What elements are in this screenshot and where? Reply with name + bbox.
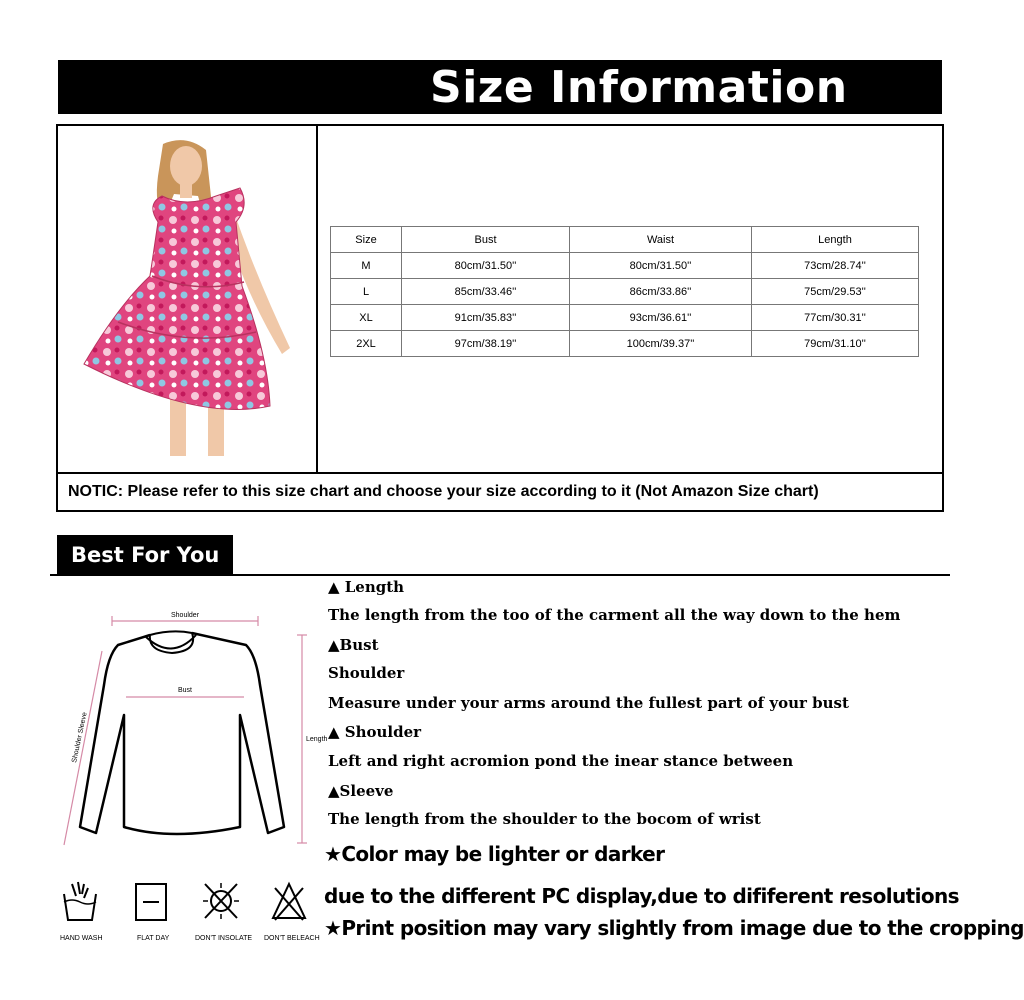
table-cell: XL <box>331 305 402 331</box>
table-header-cell: Size <box>331 227 402 253</box>
table-header-row <box>331 227 919 253</box>
sleeve-label: Shoulder Sleeve <box>71 711 89 764</box>
bust-description: Measure under your arms around the fullest part of your bust <box>328 694 849 712</box>
best-for-you-tab <box>57 535 233 575</box>
page-title: Size Information <box>430 62 848 113</box>
best-for-you-title: Best For You <box>71 543 220 567</box>
sleeve-description: The length from the shoulder to the bocom of wrist <box>328 810 761 828</box>
table-cell: 86cm/33.86'' <box>570 279 752 305</box>
product-photo <box>58 126 316 472</box>
shoulder-heading: ▲ Shoulder <box>328 723 422 741</box>
table-cell: 79cm/31.10'' <box>752 331 919 357</box>
table-cell: 85cm/33.46'' <box>402 279 570 305</box>
table-cell: 73cm/28.74'' <box>752 253 919 279</box>
table-header-cell: Length <box>752 227 919 253</box>
table-cell: M <box>331 253 402 279</box>
table-cell: 2XL <box>331 331 402 357</box>
table-cell: 100cm/39.37'' <box>570 331 752 357</box>
table-header-cell: Waist <box>570 227 752 253</box>
shoulder-description: Left and right acromion pond the inear stance between <box>328 752 794 770</box>
table-cell: 80cm/31.50'' <box>402 253 570 279</box>
flat-dry-label: FLAT DAY <box>137 935 170 942</box>
table-cell: 97cm/38.19'' <box>402 331 570 357</box>
table-header-cell: Bust <box>402 227 570 253</box>
length-label: Length <box>306 736 328 743</box>
table-cell: 75cm/29.53'' <box>752 279 919 305</box>
bust-heading: ▲Bust <box>328 636 379 654</box>
length-heading: ▲ Length <box>328 578 405 596</box>
table-cell: 91cm/35.83'' <box>402 305 570 331</box>
product-photo-cell <box>58 126 318 472</box>
table-cell: L <box>331 279 402 305</box>
print-position-note: ★Print position may vary slightly from image due to the cropping <box>324 916 1024 940</box>
table-cell: 93cm/36.61'' <box>570 305 752 331</box>
section-divider <box>50 574 950 576</box>
flat-dry-icon <box>134 882 168 922</box>
size-table <box>330 226 919 357</box>
dont-bleach-label: DON'T BELEACH <box>264 935 320 942</box>
bust-subheading: Shoulder <box>328 664 405 682</box>
table-row <box>331 305 919 331</box>
sleeve-heading: ▲Sleeve <box>328 782 394 800</box>
dont-insolate-icon <box>201 880 241 922</box>
shoulder-label: Shoulder <box>171 612 200 619</box>
length-description: The length from the too of the carment all the way down to the hem <box>328 606 901 624</box>
dont-insolate-label: DON'T INSOLATE <box>195 935 253 942</box>
table-row <box>331 279 919 305</box>
table-cell: 77cm/30.31'' <box>752 305 919 331</box>
dont-bleach-icon <box>271 880 307 922</box>
bust-label: Bust <box>178 687 193 694</box>
notice-text: NOTIC: Please refer to this size chart and choose your size according to it (Not Amazon Size chart) <box>68 483 819 500</box>
hand-wash-icon <box>60 880 100 924</box>
color-note: ★Color may be lighter or darker <box>324 842 665 866</box>
table-cell: 80cm/31.50'' <box>570 253 752 279</box>
table-row <box>331 331 919 357</box>
notice-row <box>58 472 942 510</box>
measurement-diagram <box>50 595 328 865</box>
title-bar <box>58 60 942 114</box>
hand-wash-label: HAND WASH <box>60 935 103 942</box>
table-row <box>331 253 919 279</box>
display-note: due to the different PC display,due to dififerent resolutions <box>324 884 959 908</box>
